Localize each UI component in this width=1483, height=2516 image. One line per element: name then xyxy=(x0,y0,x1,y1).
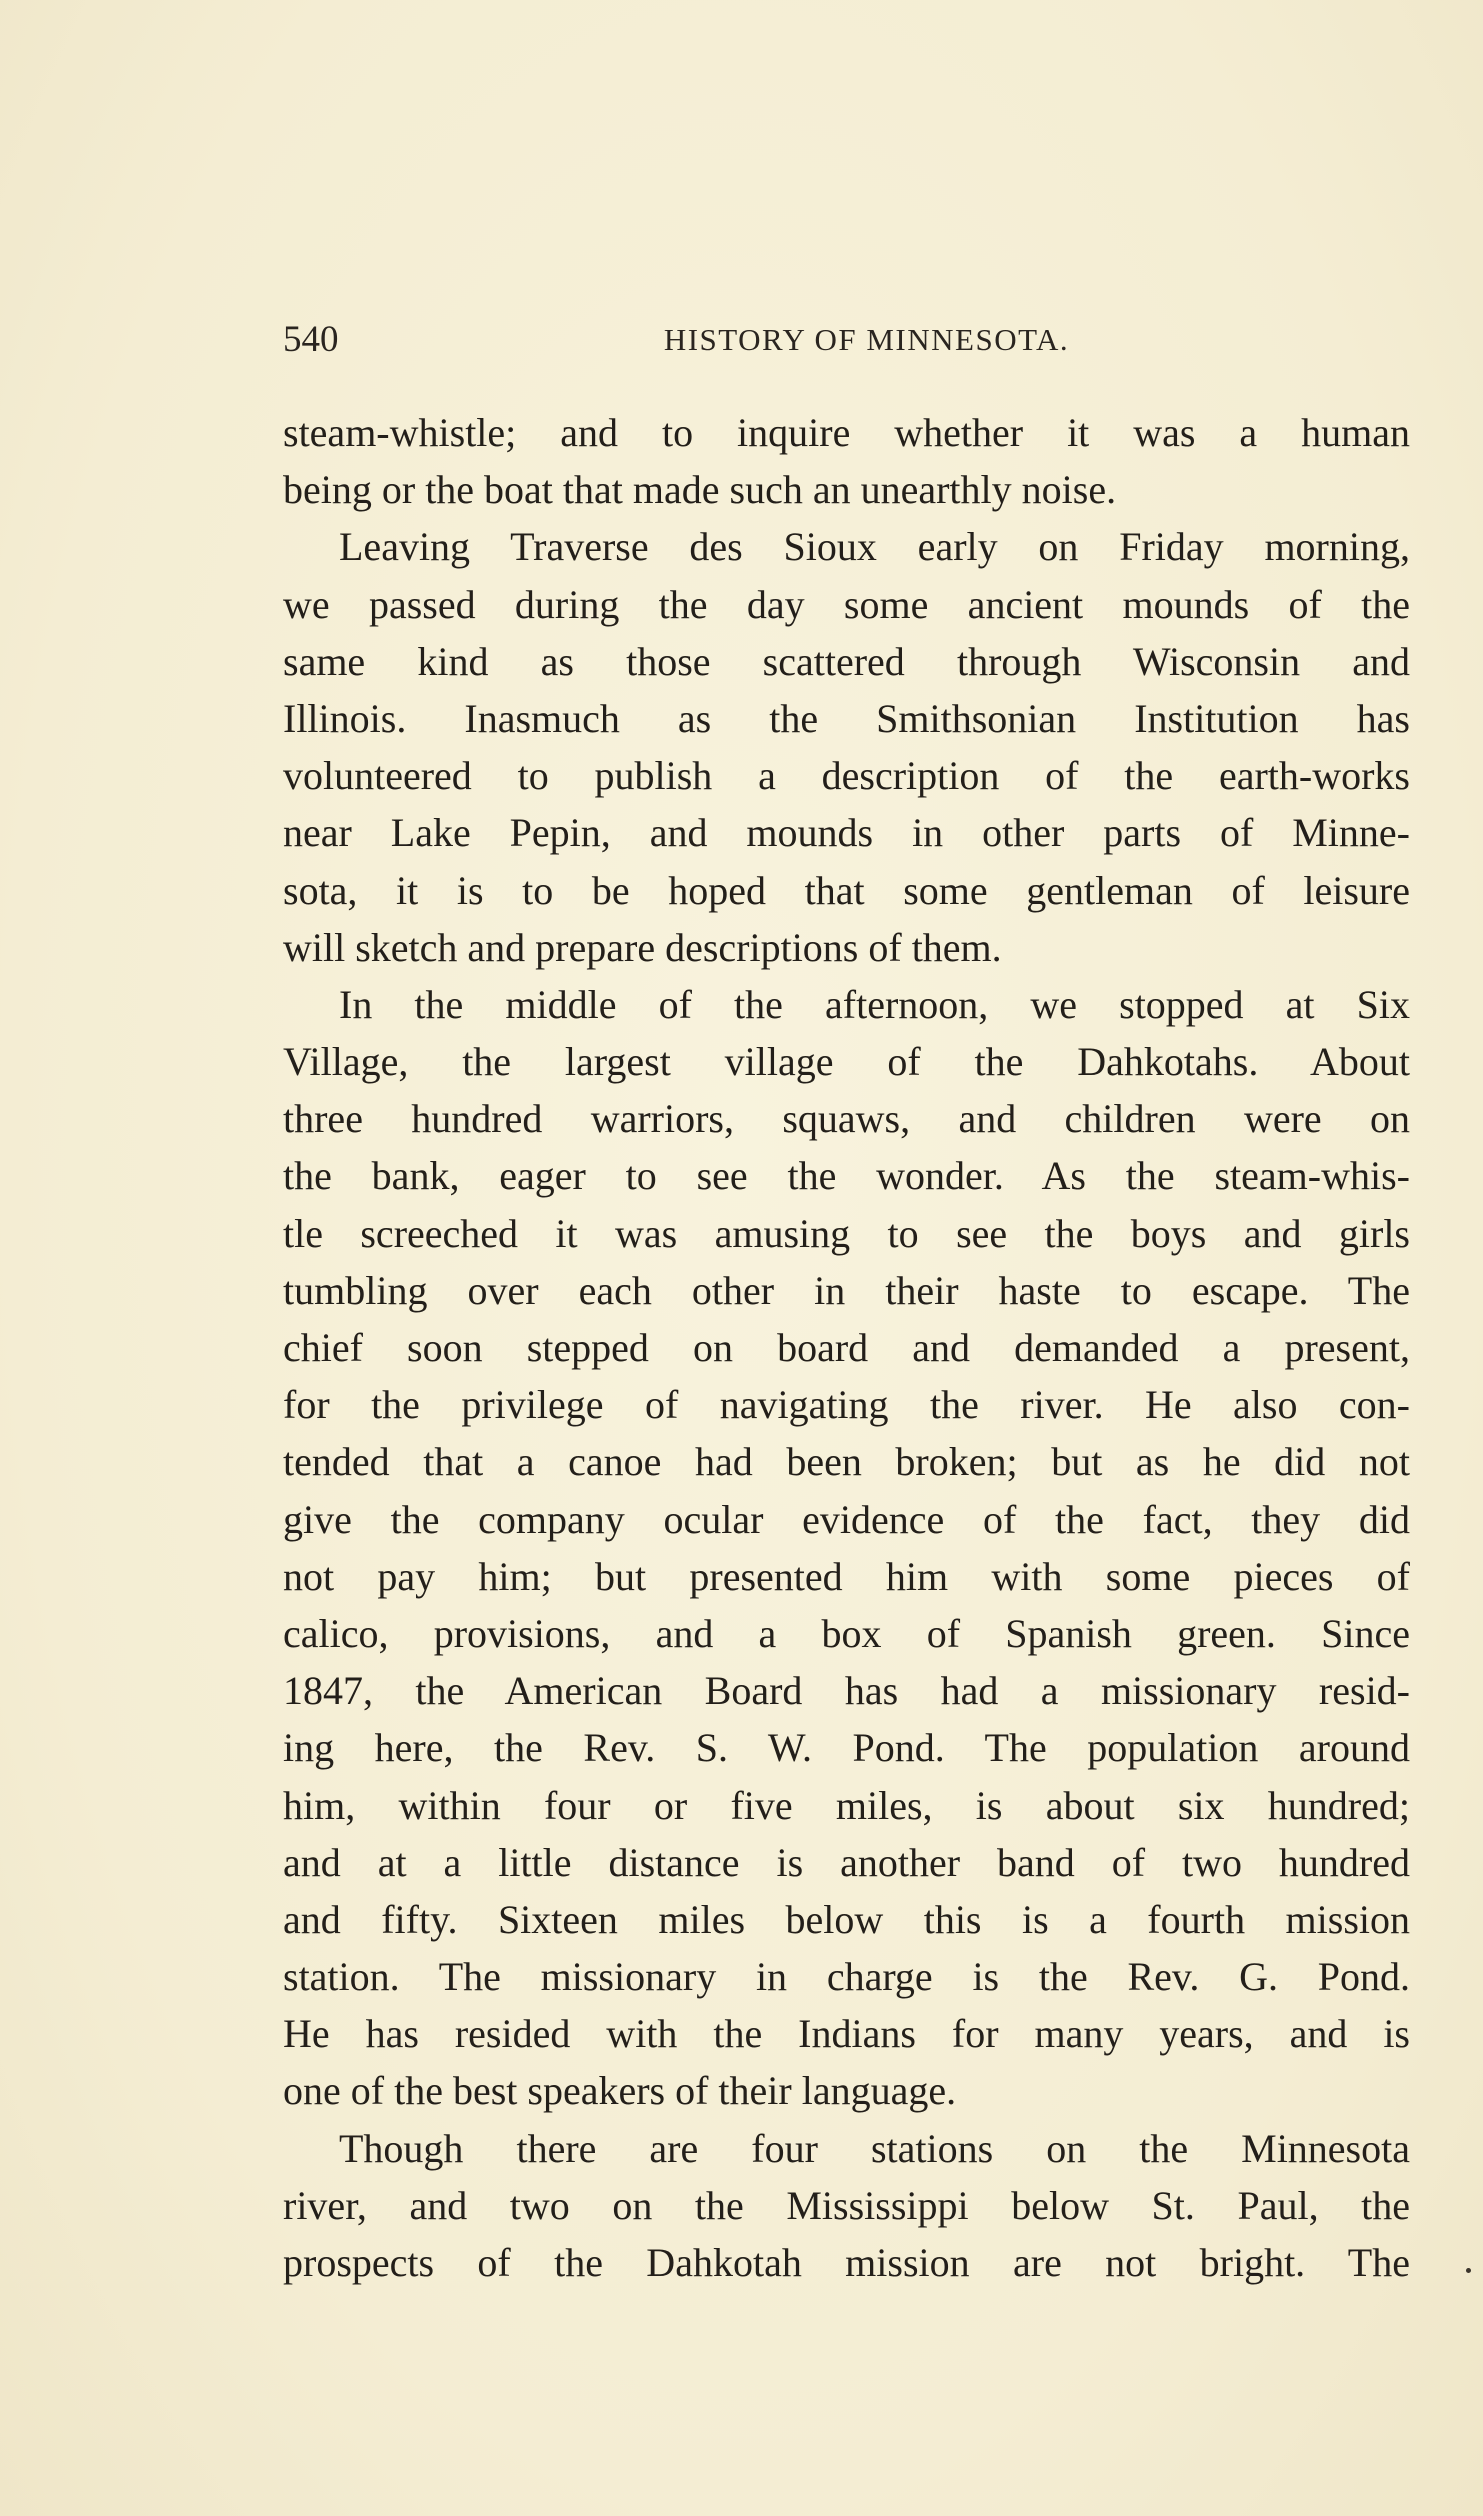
page-number: 540 xyxy=(283,319,339,360)
text-line: Leaving Traverse des Sioux early on Friday morning, xyxy=(339,524,1410,570)
text-line: station. The missionary in charge is the Rev. G. Pond. xyxy=(283,1954,1410,2000)
text-line: and at a little distance is another band of two hundred xyxy=(283,1839,1410,1885)
text-line: will sketch and prepare descriptions of them. xyxy=(283,924,1002,970)
text-line: 1847, the American Board has had a missionary resid- xyxy=(283,1668,1410,1714)
text-line: He has resided with the Indians for many years, and is xyxy=(283,2011,1410,2057)
text-line: one of the best speakers of their language. xyxy=(283,2068,957,2114)
running-title: HISTORY OF MINNESOTA. xyxy=(663,322,1070,357)
text-line: chief soon stepped on board and demanded a present, xyxy=(283,1325,1410,1370)
text-line: being or the boat that made such an unearthly noise. xyxy=(283,467,1117,513)
text-line: for the privilege of navigating the river. He also con- xyxy=(283,1382,1410,1428)
body-text xyxy=(283,404,1410,2291)
text-line: tumbling over each other in their haste to escape. The xyxy=(283,1267,1410,1313)
text-line: calico, provisions, and a box of Spanish green. Since xyxy=(283,1610,1410,1656)
text-line: three hundred warriors, squaws, and children were on xyxy=(283,1096,1410,1142)
text-line: Illinois. Inasmuch as the Smithsonian Institution has xyxy=(283,695,1410,741)
text-line: steam-whistle; and to inquire whether it was a human xyxy=(283,410,1410,455)
text-line: we passed during the day some ancient mounds of the xyxy=(283,581,1410,627)
text-line: Village, the largest village of the Dahkotahs. About xyxy=(283,1039,1410,1085)
page-header xyxy=(283,318,1410,368)
text-line: not pay him; but presented him with some pieces of xyxy=(283,1553,1410,1599)
text-line: him, within four or five miles, is about six hundred; xyxy=(283,1782,1410,1828)
text-line: tle screeched it was amusing to see the boys and girls xyxy=(283,1210,1410,1256)
text-line: river, and two on the Mississippi below St. Paul, the xyxy=(283,2182,1410,2228)
text-line: prospects of the Dahkotah mission are not bright. The xyxy=(283,2240,1410,2285)
margin-mark xyxy=(1466,2268,1471,2273)
text-line: ing here, the Rev. S. W. Pond. The population around xyxy=(283,1725,1410,1771)
text-line: give the company ocular evidence of the fact, they did xyxy=(283,1496,1410,1542)
text-line: same kind as those scattered through Wisconsin and xyxy=(283,638,1410,684)
text-line: volunteered to publish a description of the earth-works xyxy=(283,753,1410,799)
text-line: sota, it is to be hoped that some gentleman of leisure xyxy=(283,867,1410,913)
text-line: tended that a canoe had been broken; but as he did not xyxy=(283,1439,1410,1485)
text-line: Though there are four stations on the Minnesota xyxy=(339,2125,1410,2171)
text-line: and fifty. Sixteen miles below this is a fourth mission xyxy=(283,1896,1410,1942)
text-line: In the middle of the afternoon, we stopped at Six xyxy=(339,981,1410,1027)
text-line: the bank, eager to see the wonder. As the steam-whis- xyxy=(283,1153,1410,1199)
text-line: near Lake Pepin, and mounds in other parts of Minne- xyxy=(283,810,1410,856)
